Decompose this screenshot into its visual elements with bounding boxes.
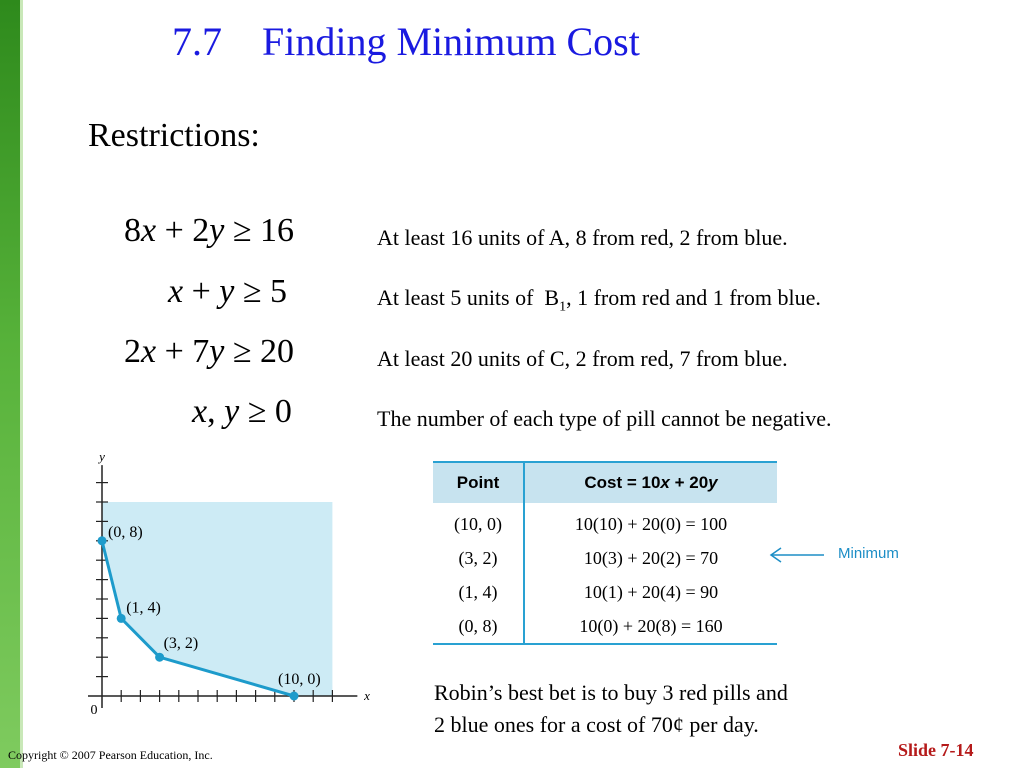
table-row [433,575,777,609]
point-cell: (3, 2) [458,547,498,568]
math-term: + 2 [156,212,210,249]
restrictions-heading: Restrictions: [88,117,260,154]
math-variable: y [219,273,235,310]
explanation-2-pre: At least 5 units of B [377,285,560,310]
side-accent-edge [20,0,23,768]
explanation-2-post: , 1 from red and 1 from blue. [566,285,821,310]
vertex-label: (0, 8) [108,523,143,541]
math-variable: x [141,333,157,370]
math-variable: y [224,393,240,430]
explanation-2 [377,285,821,315]
math-variable: x [168,273,184,310]
math-variable: y [209,212,225,249]
explanation-4: The number of each type of pill cannot be negative. [377,406,832,431]
vertex-point [155,653,164,662]
math-term: 2 [124,333,141,370]
x-axis-label: x [364,688,370,703]
math-term: ≥ 5 [234,273,288,310]
cost-cell: 10(1) + 20(4) = 90 [524,575,777,609]
math-term: ≥ 0 [239,393,292,430]
math-term: 8 [124,212,141,249]
conclusion-text [434,677,788,741]
inequality-2 [168,273,287,311]
explanation-2-subscript: 1 [559,299,567,315]
math-term: ≥ 16 [224,212,295,249]
math-variable: x [141,212,157,249]
origin-label: 0 [90,703,98,718]
feasible-region-graph [60,449,400,728]
vertex-point [290,692,299,701]
copyright-footer: Copyright © 2007 Pearson Education, Inc. [8,748,213,762]
vertex-label: (10, 0) [278,671,321,688]
table-row [433,541,777,575]
table-row [433,503,777,541]
vertex-point [98,536,107,545]
math-variable: y [209,333,225,370]
inequality-3 [124,333,294,371]
inequality-1 [124,212,294,250]
table-row [433,609,777,644]
math-term: + 7 [156,333,210,370]
header-cost: Cost = 10x + 20y [524,462,777,503]
point-cell: (1, 4) [458,581,498,602]
conclusion-line-2: 2 blue ones for a cost of 70¢ per day. [434,712,759,737]
math-term: ≥ 20 [224,333,295,370]
math-term: + [183,273,220,310]
vertex-label: (1, 4) [126,599,161,617]
slide-number: Slide 7-14 [898,740,974,760]
inequality-4 [192,393,292,431]
slide-title: 7.7 Finding Minimum Cost [172,19,640,64]
vertex-label: (3, 2) [163,635,199,653]
explanation-3: At least 20 units of C, 2 from red, 7 from blue. [377,346,788,371]
cost-cell: 10(0) + 20(8) = 160 [524,609,777,644]
vertex-point [117,614,126,623]
y-axis-label: y [99,449,105,465]
math-variable: x [192,393,208,430]
conclusion-line-1: Robin’s best bet is to buy 3 red pills and [434,680,788,705]
explanation-1: At least 16 units of A, 8 from red, 2 from blue. [377,225,788,250]
point-cell: (0, 8) [458,615,498,636]
cost-table-header [433,462,777,503]
point-cell: (10, 0) [454,513,502,534]
side-accent-bar [0,0,20,768]
minimum-arrow-icon [768,545,828,565]
math-term: , [207,393,225,430]
minimum-label: Minimum [838,545,899,562]
cost-cell: 10(3) + 20(2) = 70 [524,541,777,575]
header-point: Point [433,462,524,503]
cost-cell: 10(10) + 20(0) = 100 [524,503,777,541]
cost-table [433,461,777,645]
